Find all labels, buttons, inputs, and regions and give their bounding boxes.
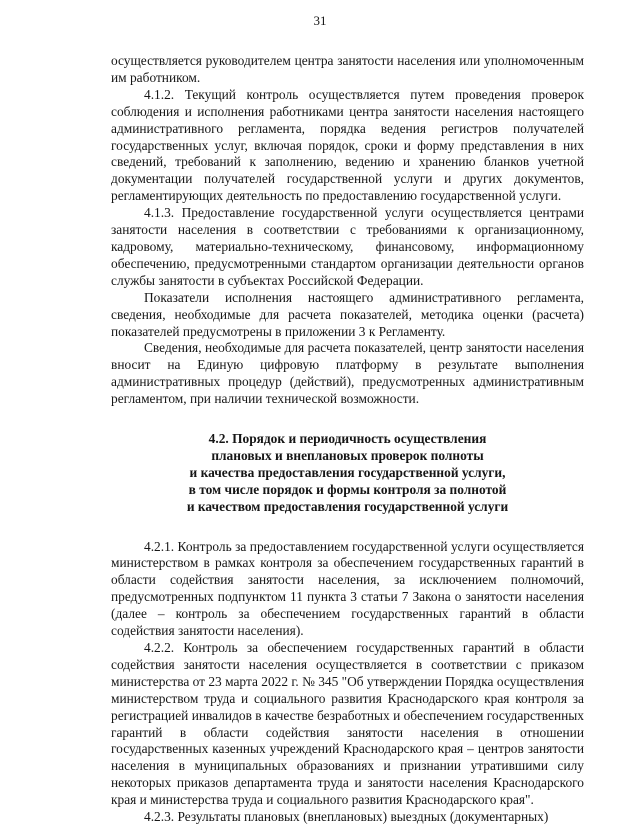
paragraph-4-2-2: 4.2.2. Контроль за обеспечением государственных гарантий в области содействия занятости населения осуществляется в соответствии с приказом министерства от 23 марта 2022 г. № 345 "Об утверждении Порядка осуществления министерством труда и социального развития Краснодарского края контроля за регистрацией инвалидов в качестве безработных и обеспечением государственных гарантий в области содействия занятости населения в отношении государственных казенных учреждений Краснодарского края – центров занятости населения в муниципальных образованиях и признании утратившими силу некоторых приказов департамента труда и занятости населения Краснодарского края и министерства труда и социального развития Краснодарского края". [111,640,584,808]
paragraph-data-entry: Сведения, необходимые для расчета показателей, центр занятости населения вносит на Единую цифровую платформу в результате выполнения административных процедур (действий), предусмотренных административным регламентом, при наличии технической возможности. [111,340,584,407]
document-body [111,53,584,826]
paragraph: осуществляется руководителем центра занятости населения или уполномоченным им работником. [111,53,584,85]
paragraph-4-2-3: 4.2.3. Результаты плановых (внеплановых) выездных (документарных) [144,809,549,825]
page-number: 31 [313,13,327,28]
section-heading-line: в том числе порядок и формы контроля за полнотой [188,481,507,497]
paragraph-4-2-1: 4.2.1. Контроль за предоставлением государственной услуги осуществляется министерством в рамках контроля за обеспечением государственных гарантий в области содействия занятости населения, за исключением полномочий, предусмотренных подпунктом 11 пункта 3 статьи 7 Закона о занятости населения (далее – контроль за обеспечением государственных гарантий в области содействия занятости населения). [111,538,584,639]
section-heading-line: 4.2. Порядок и периодичность осуществления [208,431,487,447]
section-heading-line: и качеством предоставления государственной услуги [186,498,509,514]
section-heading-4-2 [111,431,584,516]
paragraph-4-1-3: 4.1.3. Предоставление государственной услуги осуществляется центрами занятости населения в соответствии с требованиями к организационному, кадровому, материально-техническому, финансовому, информационному обеспечению, предусмотренными стандартом организации деятельности органов службы занятости в субъектах Российской Федерации. [111,205,584,288]
paragraph-indicators: Показатели исполнения настоящего административного регламента, сведения, необходимые для расчета показателей, методика оценки (расчета) показателей предусмотрены в приложении 3 к Регламенту. [111,289,584,339]
paragraph-4-1-2: 4.1.2. Текущий контроль осуществляется путем проведения проверок соблюдения и исполнения работниками центра занятости населения настоящего административного регламента, порядка ведения регистров получателей государственных услуг, включая порядок, сроки и форму представления в них сведений, требований к заполнению, ведению и хранению бланков учетной документации получателей государственной услуги и других документов, регламентирующих деятельность по предоставлению государственной услуги. [111,86,584,204]
section-heading-line: и качества предоставления государственной услуги, [189,464,506,480]
section-heading-line: плановых и внеплановых проверок полноты [211,447,484,463]
